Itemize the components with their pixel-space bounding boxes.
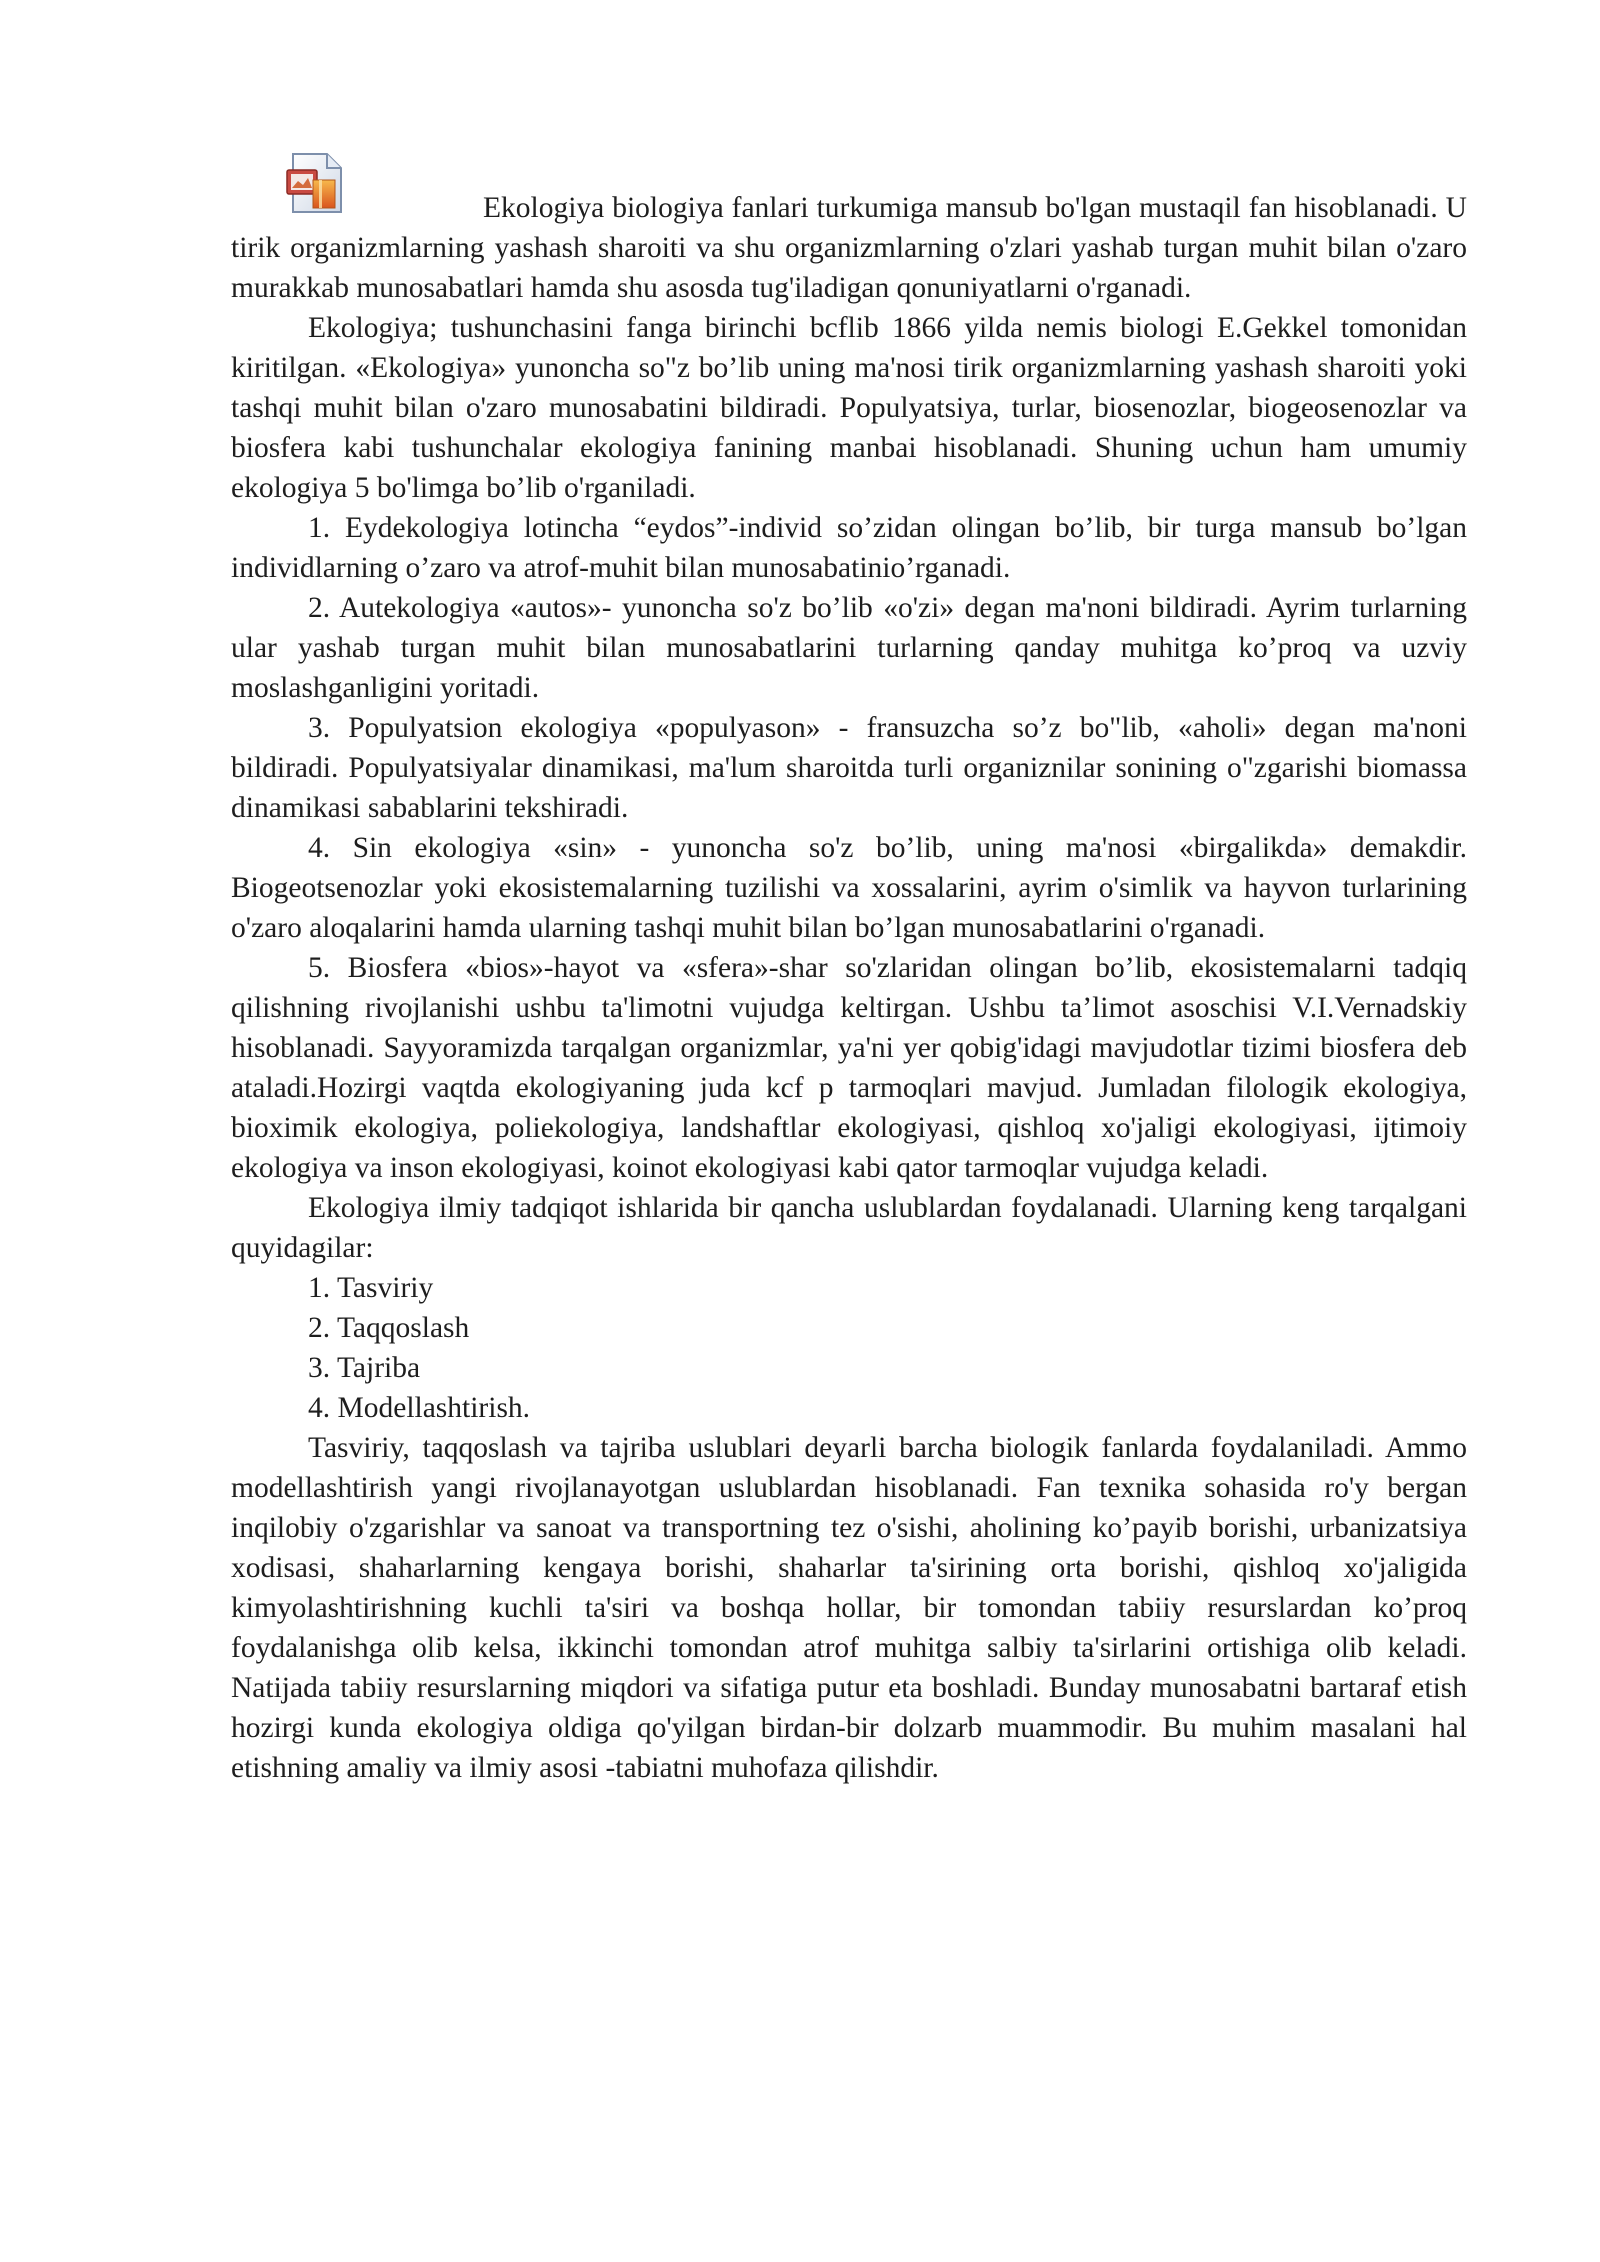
method-list-item: 1. Tasviriy bbox=[308, 1272, 434, 1304]
intro-paragraph: Ekologiya biologiya fanlari turkumiga mansub bo'lgan mustaqil fan hisoblanadi. U tirik organizmlarning yashash sharoiti va shu organizmlarning o'zlari yashab turgan muhit bilan o'zaro murakkab munosabatlari hamda shu asosda tug'iladigan qonuniyatlarni o'rganadi. bbox=[231, 192, 1467, 304]
branch-paragraph-autekologiya: 2. Autekologiya «autos»- yunoncha so'z bo’lib «o'zi» degan ma'noni bildiradi. Ayrim turlarning ular yashab turgan muhit bilan munosabatlarini turlarning qanday muhitga ko’proq va uzviy moslashganligini yoritadi. bbox=[231, 592, 1467, 704]
branch-paragraph-populyatsion: 3. Populyatsion ekologiya «populyason» - fransuzcha so’z bo"lib, «aholi» degan ma'noni bildiradi. Populyatsiyalar dinamikasi, ma'lum sharoitda turli organiznilar sonining o"zgarishi biomassa dinamikasi sabablarini tekshiradi. bbox=[231, 712, 1467, 824]
history-paragraph: Ekologiya; tushunchasini fanga birinchi bcflib 1866 yilda nemis biologi E.Gekkel tomonidan kiritilgan. «Ekologiya» yunoncha so"z bo’lib uning ma'nosi tirik organizmlarning yashash sharoiti yoki tashqi muhit bilan o'zaro munosabatini bildiradi. Populyatsiya, turlar, biosenozlar, biogeosenozlar va biosfera kabi tushunchalar ekologiya fanining manbai hisoblanadi. Shuning uchun ham umumiy ekologiya 5 bo'limga bo’lib o'rganiladi. bbox=[231, 312, 1467, 504]
conclusion-paragraph: Tasviriy, taqqoslash va tajriba uslublari deyarli barcha biologik fanlarda foydalaniladi. Ammo modellashtirish yangi rivojlanayotgan uslublardan hisoblanadi. Fan texnika sohasida ro'y bergan inqilobiy o'zgarishlar va sanoat va transportning tez o'sishi, aholining ko’payib borishi, urbanizatsiya xodisasi, shaharlarning kengaya borishi, shaharlar ta'sirining orta borishi, qishloq xo'jaligida kimyolashtirishning kuchli ta'siri va boshqa hollar, bir tomondan tabiiy resurslardan ko’proq foydalanishga olib kelsa, ikkinchi tomondan atrof muhitga salbiy ta'sirlarini ortishiga olib keladi. Natijada tabiiy resurslarning miqdori va sifatiga putur eta boshladi. Bunday munosabatni bartaraf etish hozirgi kunda ekologiya oldiga qo'yilgan birdan-bir dolzarb muammodir. Bu muhim masalani hal etishning amaliy va ilmiy asosi -tabiatni muhofaza qilishdir. bbox=[231, 1432, 1467, 1784]
document-text bbox=[231, 188, 1467, 1788]
methods-intro-paragraph: Ekologiya ilmiy tadqiqot ishlarida bir qancha uslublardan foydalanadi. Ularning keng tarqalgani quyidagilar: bbox=[231, 1192, 1467, 1264]
method-list-item: 3. Tajriba bbox=[308, 1352, 421, 1384]
branch-paragraph-eydekologiya: 1. Eydekologiya lotincha “eydos”-individ so’zidan olingan bo’lib, bir turga mansub bo’lgan individlarning o’zaro va atrof-muhit bilan munosabatinio’rganadi. bbox=[231, 512, 1467, 584]
method-list-item: 4. Modellashtirish. bbox=[308, 1392, 531, 1424]
branch-paragraph-biosfera: 5. Biosfera «bios»-hayot va «sfera»-shar so'zlaridan olingan bo’lib, ekosistemalarni tadqiq qilishning rivojlanishi ushbu ta'limotni vujudga keltirgan. Ushbu ta’limot asoschisi V.I.Vernadskiy hisoblanadi. Sayyoramizda tarqalgan organizmlar, ya'ni yer qobig'idagi mavjudotlar tizimi biosfera deb ataladi.Hozirgi vaqtda ekologiyaning juda kcf p tarmoqlari mavjud. Jumladan filologik ekologiya, bioximik ekologiya, poliekologiya, landshaftlar ekologiyasi, qishloq xo'jaligi ekologiyasi, ijtimoiy ekologiya va inson ekologiyasi, koinot ekologiyasi kabi qator tarmoqlar vujudga keladi. bbox=[231, 952, 1467, 1184]
method-list-item: 2. Taqqoslash bbox=[308, 1312, 470, 1344]
branch-paragraph-sinekologiya: 4. Sin ekologiya «sin» - yunoncha so'z bo’lib, uning ma'nosi «birgalikda» demakdir. Biogeotsenozlar yoki ekosistemalarning tuzilishi va xossalarini, ayrim o'simlik va hayvon turlarining o'zaro aloqalarini hamda ularning tashqi muhit bilan bo’lgan munosabatlarini o'rganadi. bbox=[231, 832, 1467, 944]
